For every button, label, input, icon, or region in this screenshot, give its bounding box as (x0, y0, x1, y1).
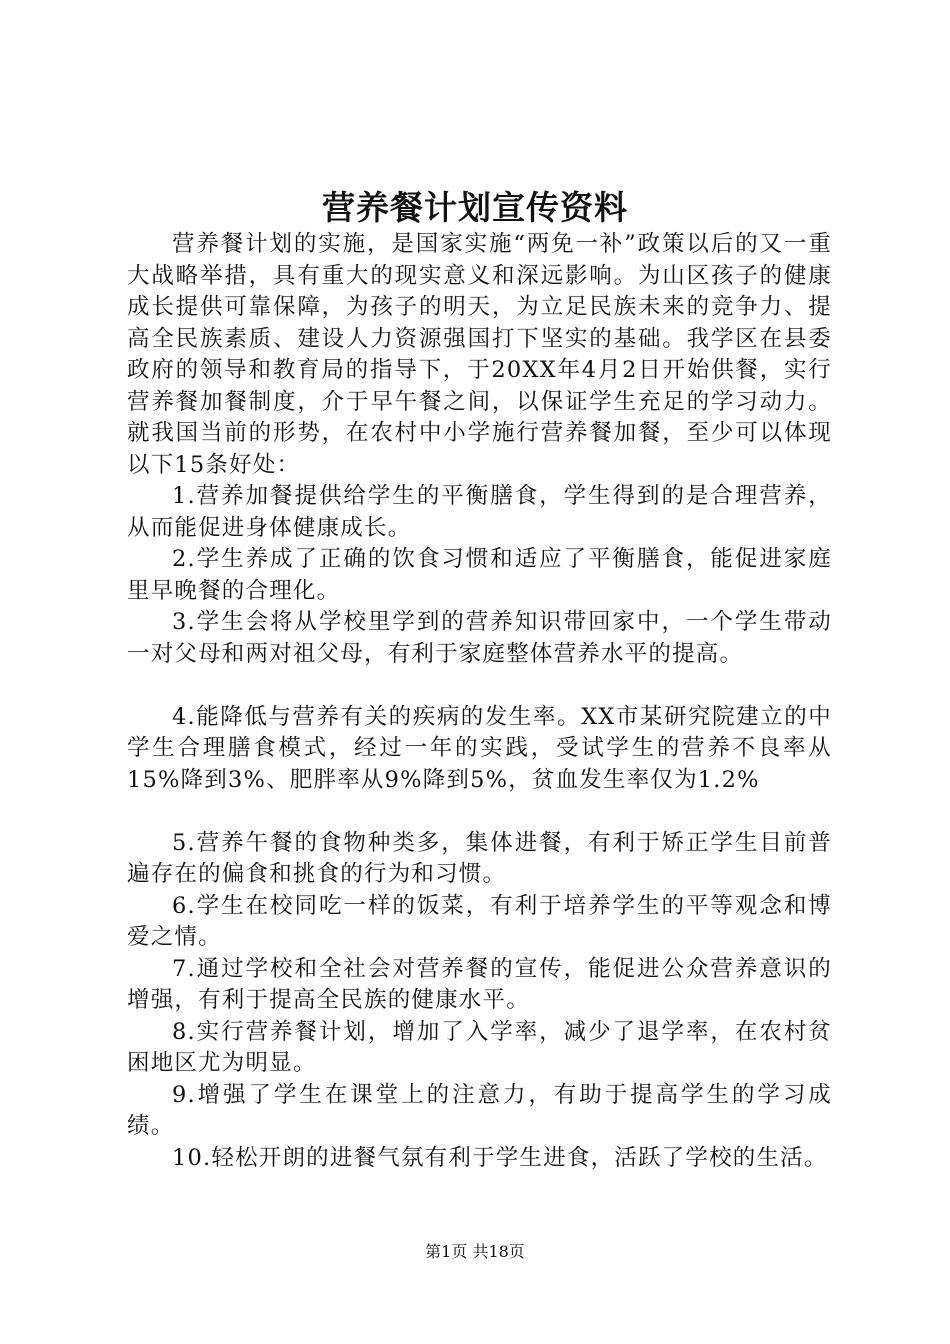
benefit-item-10: 10.轻松开朗的进餐气氛有利于学生进食，活跃了学校的生活。 (172, 1144, 828, 1171)
benefit-item-3: 3.学生会将从学校里学到的营养知识带回家中，一个学生带动一对父母和两对祖父母，有利于家庭整体营养水平的提高。 (127, 609, 832, 667)
benefit-item-7: 7.通过学校和全社会对营养餐的宣传，能促进公众营养意识的增强，有利于提高全民族的健康水平。 (127, 955, 832, 1013)
benefit-item-6: 6.学生在校同吃一样的饭菜，有利于培养学生的平等观念和博爱之情。 (127, 892, 832, 950)
document-body (127, 229, 832, 1174)
benefit-item-2: 2.学生养成了正确的饮食习惯和适应了平衡膳食，能促进家庭里早晚餐的合理化。 (127, 546, 832, 604)
intro-paragraph: 营养餐计划的实施，是国家实施“两免一补”政策以后的又一重大战略举措，具有重大的现实意义和深远影响。为山区孩子的健康成长提供可靠保障，为孩子的明天，为立足民族未来的竞争力、提高全民族素质、建设人力资源强国打下坚实的基础。我学区在县委政府的领导和教育局的指导下，于20XX年4月2日开始供餐，实行营养餐加餐制度，介于早午餐之间，以保证学生充足的学习动力。就我国当前的形势，在农村中小学施行营养餐加餐，至少可以体现以下15条好处： (127, 231, 832, 478)
benefit-item-4: 4.能降低与营养有关的疾病的发生率。XX市某研究院建立的中学生合理膳食模式，经过一年的实践，受试学生的营养不良率从15%降到3%、肥胖率从9%降到5%，贫血发生率仅为1.2% (127, 703, 832, 793)
benefit-item-9: 9.增强了学生在课堂上的注意力，有助于提高学生的学习成绩。 (127, 1081, 832, 1139)
benefit-item-8: 8.实行营养餐计划，增加了入学率，减少了退学率，在农村贫困地区尤为明显。 (127, 1018, 832, 1076)
blank-line (127, 670, 832, 702)
document-title: 营养餐计划宣传资料 (322, 188, 628, 227)
benefit-item-5: 5.营养午餐的食物种类多，集体进餐，有利于矫正学生目前普遍存在的偏食和挑食的行为和习惯。 (127, 829, 832, 887)
benefit-item-1: 1.营养加餐提供给学生的平衡膳食，学生得到的是合理营养，从而能促进身体健康成长。 (127, 483, 832, 541)
page-footer: 第1页 共18页 (425, 1242, 525, 1261)
blank-line (127, 796, 832, 828)
